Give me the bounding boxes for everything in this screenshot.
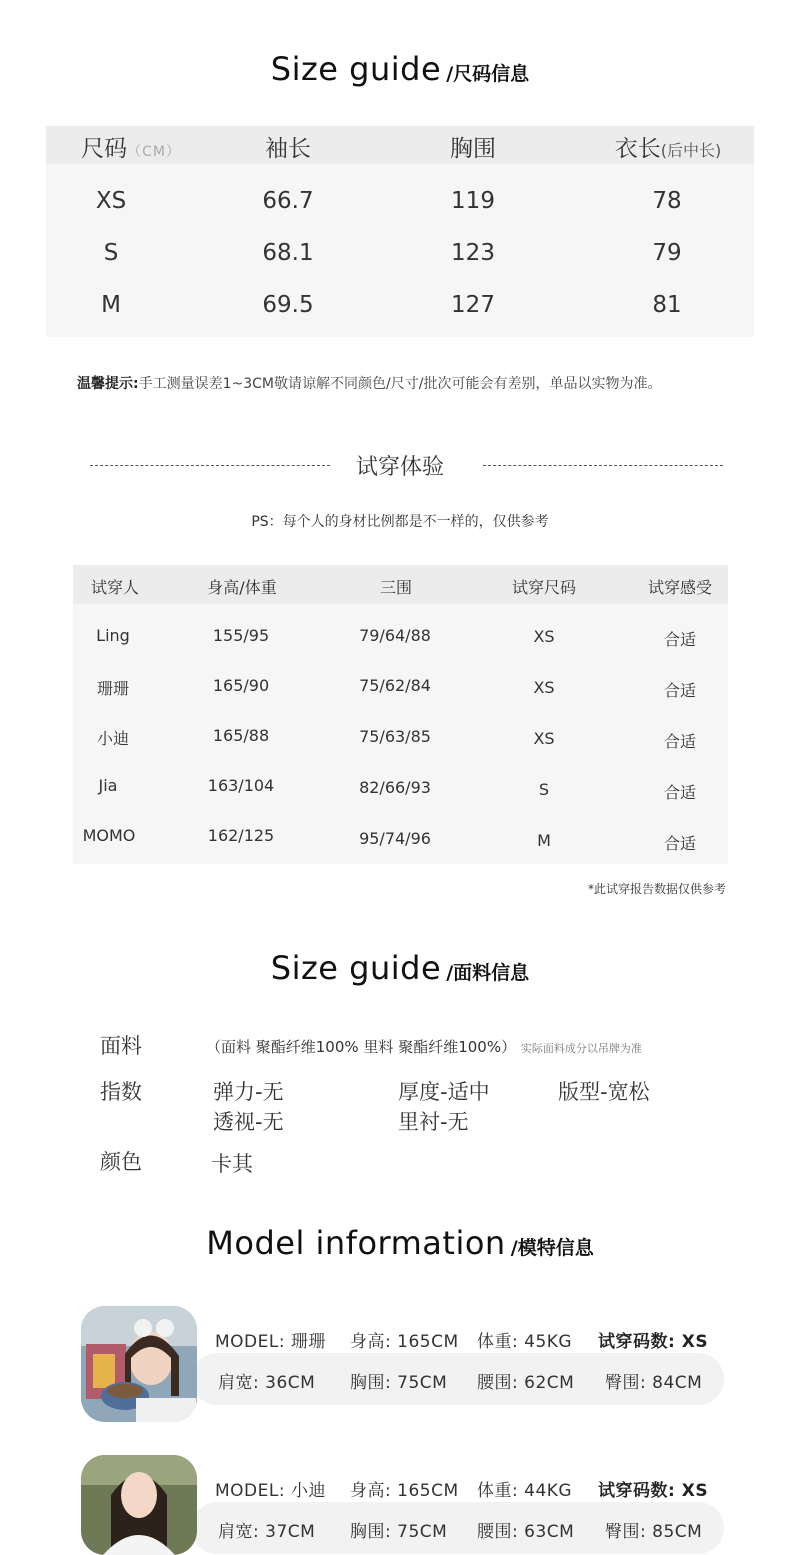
size-guide-heading (0, 50, 800, 88)
fabric-title-cn: /面料信息 (446, 962, 530, 984)
size-table (46, 126, 754, 337)
length-header-label: 衣长 (614, 136, 661, 162)
model-hip: 臀围: 85CM (605, 1522, 703, 1542)
feel-cell: 合适 (663, 834, 697, 853)
model-weight: 体重: 44KG (477, 1481, 573, 1501)
lining-index: 里衬-无 (398, 1110, 469, 1134)
size-note (77, 373, 661, 393)
unit-label: （CM） (127, 144, 181, 160)
model-name: MODEL: 珊珊 (215, 1332, 326, 1352)
model-height: 身高: 165CM (350, 1481, 459, 1501)
measurements-cell: 79/64/88 (359, 626, 431, 645)
model-shoulder: 肩宽: 37CM (218, 1522, 316, 1542)
fabric-composition: （面料 聚酯纤维100% 里料 聚酯纤维100%） (206, 1038, 517, 1056)
model-card (81, 1306, 724, 1423)
size-guide-title-cn: /尺码信息 (446, 63, 530, 85)
tester-cell: MOMO (82, 826, 136, 845)
feel-cell: 合适 (663, 783, 697, 802)
measurements-cell: 95/74/96 (359, 829, 431, 848)
height-weight-cell: 162/125 (207, 826, 275, 845)
measurements-cell: 75/62/84 (359, 676, 431, 695)
height-weight-cell: 165/88 (212, 726, 270, 745)
size-header (81, 130, 181, 163)
size-tried-cell: XS (533, 729, 555, 748)
tester-cell: Ling (96, 626, 130, 645)
size-cell: XS (95, 188, 127, 214)
sleeve-cell: 66.7 (262, 188, 314, 214)
model-photo (81, 1455, 197, 1555)
model-size: 试穿码数: XS (598, 1332, 709, 1352)
index-label: 指数 (100, 1080, 142, 1104)
length-header-sub: (后中长) (660, 141, 722, 160)
chest-header: 胸围 (450, 136, 496, 162)
height-weight-cell: 155/95 (212, 626, 270, 645)
chest-cell: 127 (451, 292, 495, 318)
height-weight-header: 身高/体重 (207, 578, 277, 597)
tester-header: 试穿人 (90, 578, 140, 597)
fabric-label: 面料 (100, 1034, 142, 1058)
tester-cell: 小迪 (96, 729, 130, 748)
feel-cell: 合适 (663, 681, 697, 700)
model-weight: 体重: 45KG (477, 1332, 573, 1352)
size-tried-cell: XS (533, 627, 555, 646)
size-tried-header: 试穿尺码 (511, 578, 577, 597)
model-shoulder: 肩宽: 36CM (218, 1373, 316, 1393)
model-waist: 腰围: 63CM (477, 1522, 575, 1542)
model-photo (81, 1306, 197, 1422)
fabric-value (206, 1036, 642, 1057)
tester-cell: 珊珊 (96, 679, 130, 698)
size-table-header (46, 126, 754, 164)
note-label: 温馨提示: (77, 376, 139, 392)
color-label: 颜色 (100, 1150, 142, 1174)
elasticity-index: 弹力-无 (213, 1080, 284, 1104)
feel-cell: 合适 (663, 630, 697, 649)
model-chest: 胸围: 75CM (350, 1373, 448, 1393)
size-tried-cell: M (537, 831, 551, 850)
model-size: 试穿码数: XS (598, 1481, 709, 1501)
model-waist: 腰围: 62CM (477, 1373, 575, 1393)
model-photo-image (81, 1306, 197, 1422)
height-weight-cell: 163/104 (207, 776, 275, 795)
model-hip: 臀围: 84CM (605, 1373, 703, 1393)
model-title-cn: /模特信息 (510, 1237, 594, 1259)
fabric-title-en: Size guide (270, 949, 442, 987)
try-on-table (73, 565, 728, 864)
size-cell: S (103, 240, 119, 266)
transparency-index: 透视-无 (213, 1110, 284, 1134)
fit-index: 版型-宽松 (558, 1080, 650, 1104)
measurements-header: 三围 (379, 578, 413, 597)
divider-right (483, 465, 723, 466)
note-text: 手工测量误差1~3CM敬请谅解不同颜色/尺寸/批次可能会有差别，单品以实物为准。 (138, 376, 662, 392)
size-header-label: 尺码 (81, 136, 128, 162)
length-cell: 79 (652, 240, 682, 266)
chest-cell: 119 (451, 188, 495, 214)
sleeve-header: 袖长 (265, 136, 311, 162)
try-on-footnote: *此试穿报告数据仅供参考 (587, 882, 726, 896)
model-height: 身高: 165CM (350, 1332, 459, 1352)
tester-cell: Jia (98, 776, 118, 795)
color-value: 卡其 (211, 1152, 253, 1176)
model-chest: 胸围: 75CM (350, 1522, 448, 1542)
model-name: MODEL: 小迪 (215, 1481, 326, 1501)
feel-header: 试穿感受 (647, 578, 713, 597)
height-weight-cell: 165/90 (212, 676, 270, 695)
sleeve-cell: 69.5 (262, 292, 314, 318)
fabric-heading (0, 949, 800, 987)
fabric-composition-note: 实际面料成分以吊牌为准 (520, 1042, 642, 1055)
length-cell: 81 (652, 292, 682, 318)
length-cell: 78 (652, 188, 682, 214)
size-tried-cell: S (538, 780, 550, 799)
model-card (81, 1455, 724, 1546)
model-title-en: Model information (206, 1224, 506, 1262)
chest-cell: 123 (451, 240, 495, 266)
size-tried-cell: XS (533, 678, 555, 697)
model-photo-image (81, 1455, 197, 1555)
model-heading (0, 1224, 800, 1262)
measurements-cell: 82/66/93 (359, 778, 431, 797)
try-on-header (73, 565, 728, 604)
size-cell: M (101, 292, 121, 318)
size-guide-title-en: Size guide (270, 50, 442, 88)
thickness-index: 厚度-适中 (398, 1080, 490, 1104)
try-on-ps: PS：每个人的身材比例都是不一样的，仅供参考 (251, 514, 549, 530)
length-header (615, 130, 722, 163)
measurements-cell: 75/63/85 (359, 727, 431, 746)
feel-cell: 合适 (663, 732, 697, 751)
try-on-title: 试穿体验 (355, 455, 444, 480)
sleeve-cell: 68.1 (262, 240, 314, 266)
